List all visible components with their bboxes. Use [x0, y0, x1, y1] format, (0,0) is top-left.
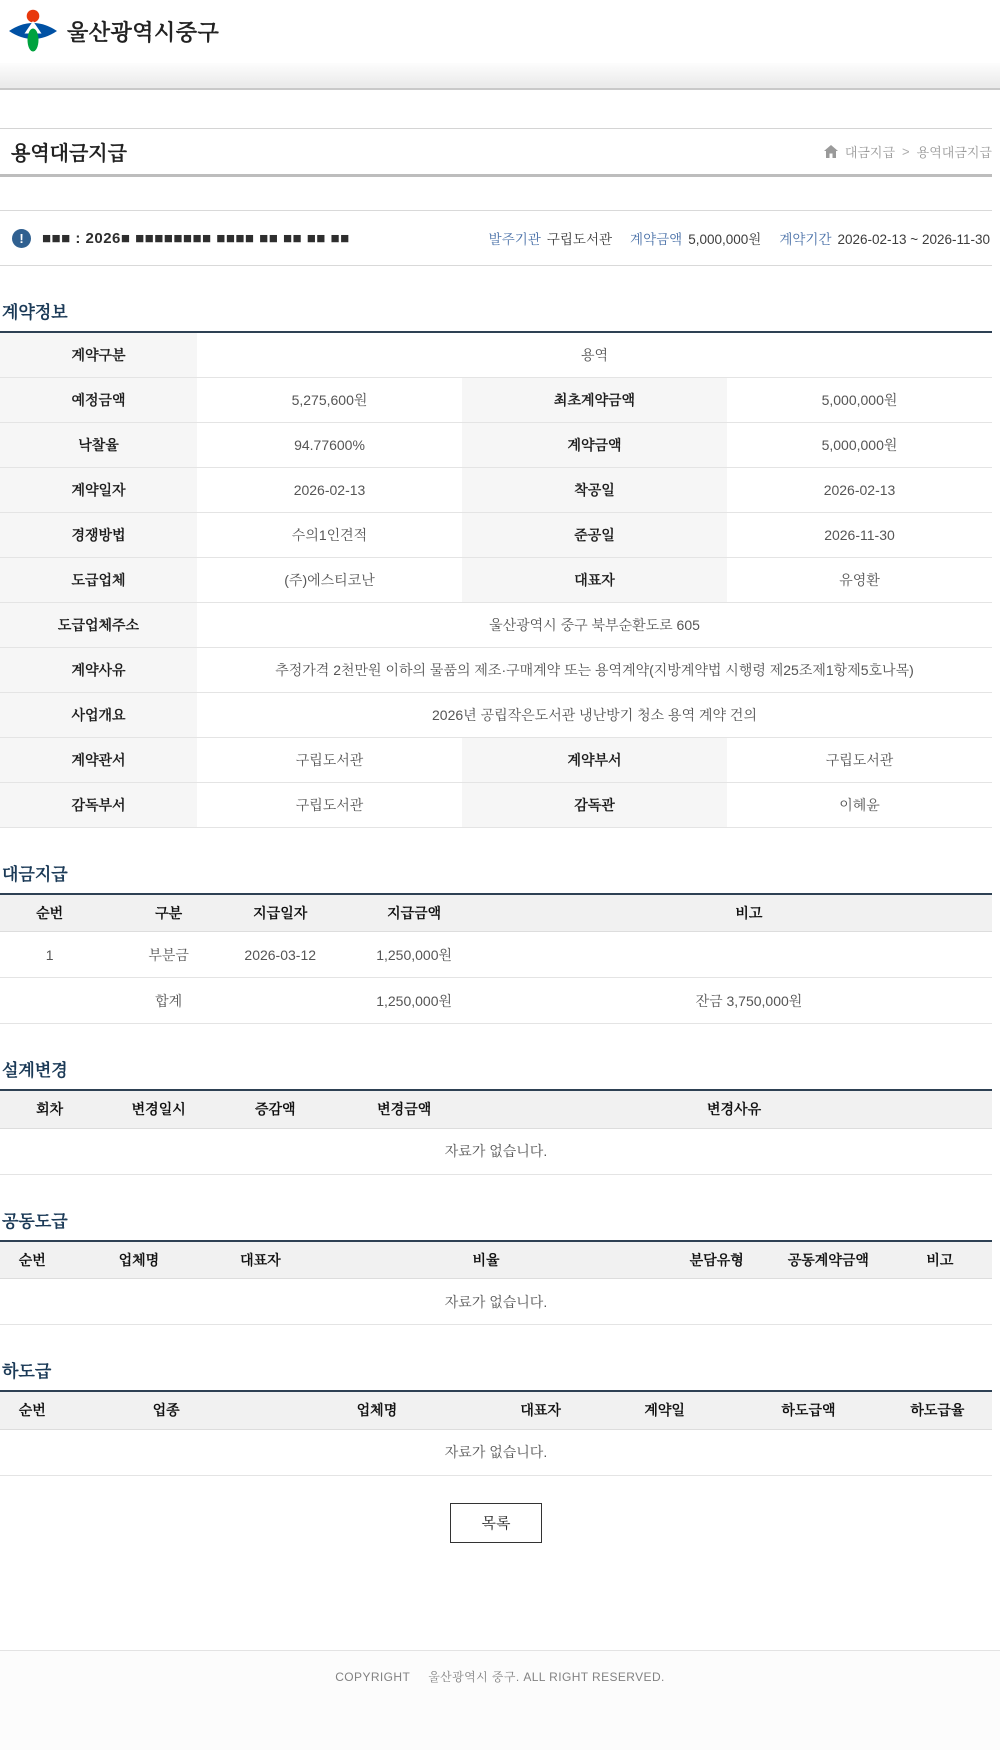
table-row [0, 377, 992, 422]
field-label: 경쟁방법 [0, 512, 197, 557]
meta-label: 계약금액 [630, 232, 683, 247]
field-value: 5,000,000원 [727, 377, 992, 422]
no-data-message: 자료가 없습니다. [0, 1279, 992, 1325]
copyright-label: COPYRIGHT [335, 1670, 411, 1684]
column-header: 대표자 [213, 1241, 307, 1279]
copyright-text: 울산광역시 중구. ALL RIGHT RESERVED. [428, 1670, 665, 1684]
meta-value: 구립도서관 [546, 232, 613, 247]
field-value: 추정가격 2천만원 이하의 물품의 제조·구매계약 또는 용역계약(지방계약법 시행령 제25조제1항제5호나목) [197, 647, 992, 692]
no-data-message: 자료가 없습니다. [0, 1128, 992, 1174]
column-header: 계약일 [595, 1391, 734, 1429]
table-row [0, 932, 992, 978]
field-value: 울산광역시 중구 북부순환도로 605 [197, 602, 992, 647]
table-header-row [0, 1090, 992, 1128]
section-title-joint-contract: 공동도급 [2, 1211, 68, 1231]
meta-value: 2026-02-13 ~ 2026-11-30 [837, 232, 990, 247]
page-title-bar [0, 128, 992, 177]
field-value: 구립도서관 [197, 782, 462, 827]
table-row [0, 467, 992, 512]
total-balance: 잔금 3,750,000원 [506, 978, 992, 1024]
column-header: 분담유형 [665, 1241, 769, 1279]
empty-row [0, 1128, 992, 1174]
table-row [0, 692, 992, 737]
column-header: 하도급액 [734, 1391, 883, 1429]
table-header-row [0, 1391, 992, 1429]
subcontract-table [0, 1390, 992, 1476]
empty-row [0, 1279, 992, 1325]
field-value: (주)에스티코난 [197, 557, 462, 602]
site-name: 울산광역시중구 [67, 20, 220, 45]
payment-date: 2026-03-12 [238, 932, 322, 978]
column-header: 비고 [888, 1241, 992, 1279]
column-header: 업종 [64, 1391, 267, 1429]
meta-value: 5,000,000원 [688, 232, 762, 247]
column-header: 순번 [0, 1391, 64, 1429]
field-label: 대표자 [462, 557, 727, 602]
field-value: 이혜윤 [727, 782, 992, 827]
table-total-row [0, 978, 992, 1024]
field-label: 감독부서 [0, 782, 197, 827]
contract-title-redacted: ■■■ : 2026■ ■■■■■■■■ ■■■■ ■■ ■■ ■■ ■■ [42, 229, 350, 247]
payment-type: 부분금 [99, 932, 238, 978]
empty-row [0, 1429, 992, 1475]
info-icon: ! [12, 229, 31, 248]
column-header: 지급금액 [322, 894, 506, 932]
field-label: 예정금액 [0, 377, 197, 422]
column-header: 업체명 [64, 1241, 213, 1279]
breadcrumb-separator: > [902, 144, 910, 159]
field-label: 계약구분 [0, 332, 197, 377]
contract-summary-meta [489, 228, 990, 248]
payment-amount: 1,250,000원 [322, 932, 506, 978]
column-header: 지급일자 [238, 894, 322, 932]
table-header-row [0, 1241, 992, 1279]
page-footer [0, 1650, 1000, 1750]
no-data-message: 자료가 없습니다. [0, 1429, 992, 1475]
table-row [0, 647, 992, 692]
meta-item [630, 228, 761, 248]
field-value: 유영환 [727, 557, 992, 602]
page-title: 용역대금지급 [11, 143, 127, 165]
field-label: 착공일 [462, 467, 727, 512]
field-value: 2026년 공립작은도서관 냉난방기 청소 용역 계약 건의 [197, 692, 992, 737]
contract-info-table [0, 331, 992, 828]
field-label: 계약관서 [0, 737, 197, 782]
table-row [0, 332, 992, 377]
column-header: 순번 [0, 894, 99, 932]
empty-cell [0, 978, 99, 1024]
city-emblem-icon [8, 8, 58, 55]
meta-label: 발주기관 [488, 232, 541, 247]
field-label: 계약부서 [462, 737, 727, 782]
column-header: 순번 [0, 1241, 64, 1279]
field-value: 구립도서관 [727, 737, 992, 782]
field-value: 2026-02-13 [197, 467, 462, 512]
column-header: 공동계약금액 [769, 1241, 888, 1279]
field-value: 용역 [197, 332, 992, 377]
field-label: 계약금액 [462, 422, 727, 467]
table-row [0, 782, 992, 827]
table-row [0, 602, 992, 647]
column-header: 변경일시 [99, 1090, 218, 1128]
table-row [0, 557, 992, 602]
section-title-design-change: 설계변경 [2, 1061, 68, 1080]
field-label: 사업개요 [0, 692, 197, 737]
section-title-subcontract: 하도급 [2, 1362, 52, 1381]
field-value: 2026-11-30 [727, 512, 992, 557]
site-header [0, 0, 1000, 63]
empty-cell [238, 978, 322, 1024]
contract-summary-bar [0, 210, 992, 266]
field-value: 2026-02-13 [727, 467, 992, 512]
column-header: 변경금액 [332, 1090, 476, 1128]
section-title-contract-info: 계약정보 [2, 303, 68, 322]
field-value: 수의1인견적 [197, 512, 462, 557]
table-row [0, 512, 992, 557]
field-value: 5,000,000원 [727, 422, 992, 467]
column-header: 회차 [0, 1090, 99, 1128]
contract-summary-title-group [12, 229, 350, 248]
field-value: 구립도서관 [197, 737, 462, 782]
field-label: 낙찰율 [0, 422, 197, 467]
field-label: 준공일 [462, 512, 727, 557]
field-label: 도급업체주소 [0, 602, 197, 647]
site-logo[interactable] [8, 8, 219, 55]
column-header: 업체명 [268, 1391, 486, 1429]
section-title-payment: 대금지급 [2, 864, 68, 884]
column-header: 증감액 [218, 1090, 332, 1128]
global-nav-bar [0, 63, 1000, 90]
total-amount: 1,250,000원 [322, 978, 506, 1024]
column-header: 구분 [99, 894, 238, 932]
field-label: 계약사유 [0, 647, 197, 692]
meta-item [779, 228, 990, 248]
column-header: 비고 [506, 894, 992, 932]
total-label: 합계 [99, 978, 238, 1024]
field-label: 계약일자 [0, 467, 197, 512]
home-icon[interactable] [824, 145, 838, 158]
payment-note [506, 932, 992, 978]
field-label: 최초계약금액 [462, 377, 727, 422]
list-button[interactable]: 목록 [450, 1503, 542, 1543]
table-row [0, 737, 992, 782]
field-label: 감독관 [462, 782, 727, 827]
table-header-row [0, 894, 992, 932]
design-change-table [0, 1089, 992, 1175]
joint-contract-table [0, 1240, 992, 1326]
field-value: 94.77600% [197, 422, 462, 467]
payment-no: 1 [0, 932, 99, 978]
column-header: 변경사유 [476, 1090, 992, 1128]
breadcrumb [824, 142, 992, 161]
breadcrumb-current: 용역대금지급 [916, 145, 992, 160]
main-content [0, 128, 992, 1543]
table-row [0, 422, 992, 467]
field-label: 도급업체 [0, 557, 197, 602]
column-header: 비율 [308, 1241, 665, 1279]
meta-item [489, 228, 612, 248]
column-header: 대표자 [486, 1391, 595, 1429]
meta-label: 계약기간 [779, 232, 832, 247]
breadcrumb-parent[interactable]: 대금지급 [844, 145, 896, 160]
payment-table [0, 893, 992, 1025]
field-value: 5,275,600원 [197, 377, 462, 422]
column-header: 하도급율 [883, 1391, 992, 1429]
